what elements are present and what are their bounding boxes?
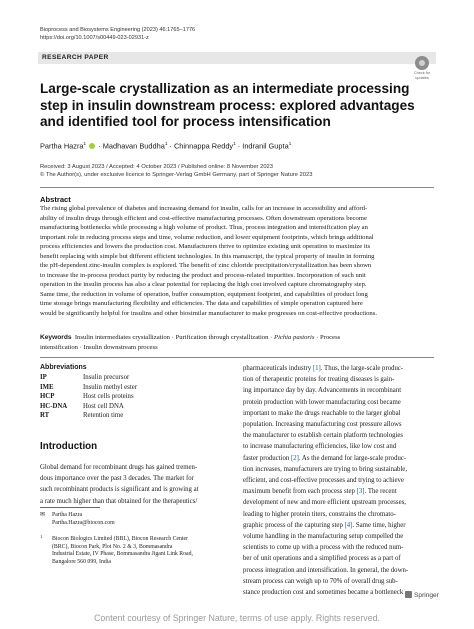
intro-line: stance production cost and sometimes became a bottleneck [243,589,404,597]
abbreviation-row [40,383,137,392]
abstract-line: benefit replacing with simple but different efficient technologies. In this manuscript, the typical property of insulin in forming [40,252,375,260]
citation-link[interactable]: [1] [312,365,321,372]
abbreviation-row [40,373,129,382]
check-updates-icon [415,56,429,70]
intro-line: tion increases, manufacturers are trying to bring sustainable, [243,465,408,473]
abstract-line: ability of insulin drugs through efficient and cost-effective manufacturing processes. Often downstream operations become [40,214,367,222]
abbr: HC-DNA [40,402,68,410]
intro-line: important to make the drugs reachable to the larger global [243,409,401,417]
intro-text: graphic process of the capturing step [243,521,345,529]
abstract-line: The rising global prevalence of diabetes and increasing demand for insulin, calls for an increase in accessibility and afford- [40,205,368,212]
abstract-line: the pH-dependent zinc-insulin complex is explored. The benefit of zinc chloride precipitation/crystallization has been shown [40,262,372,270]
intro-line [243,363,434,374]
citation-link[interactable]: [3] [356,488,365,496]
corresponding-author [52,512,115,527]
intro-line: ing importance day by day. Advancements in recombinant [243,387,402,395]
corresponding-name: Partha Hazra [52,512,83,518]
abstract-line: time storage brings manufacturing flexibility and efficiencies. The data and capabilities of simple operation captured here [40,300,363,308]
abbr: RT [40,412,50,419]
intro-line: dous importance over the past 3 decades. The market for [40,475,194,483]
abstract-line: important role in reducing process steps and time, volume reduction, and lower equipment footprints, which brings additional [40,233,374,241]
check-updates-label-1: Check for [413,71,431,75]
intro-line: such recombinant products is significant and is growing at [40,486,199,494]
keywords-line-1 [40,333,434,343]
affil-sup: 1 [40,534,43,539]
intro-column-1 [40,462,233,507]
check-updates-label-2: updates [415,76,429,81]
keywords-italic: Pichia pastoris [274,334,315,341]
intro-text: faster production [243,454,291,462]
citation-link[interactable]: [4] [344,521,353,529]
keywords [40,333,434,352]
journal-header [40,27,195,42]
article-type: RESEARCH PAPER [42,54,109,61]
abbr-full: Retention time [83,412,124,419]
author-affil-sup: 1 [233,141,236,146]
author-name[interactable]: Indranil Gupta [242,141,289,151]
intro-line: efficient, and cost-effective processes and trying to achieve [243,477,404,485]
intro-line: population. Increasing manufacturing cost pressure allows [243,421,402,429]
abbreviations-heading: Abbreviations [40,364,87,371]
check-for-updates-badge[interactable] [410,56,434,81]
intro-line: scientists to come up with a process with the reduced num- [243,544,404,552]
corresponding-email[interactable]: Partha.Hazra@biocon.com [52,519,115,526]
keywords-label: Keywords [40,334,72,341]
abbreviation-row [40,411,123,420]
dates-line: Received: 3 August 2023 / Accepted: 4 October 2023 / Published online: 8 November 2023 [40,164,273,170]
intro-line: development of new and more efficient upstream processes, [243,499,406,507]
intro-line: Global demand for recombinant drugs has gained tremen- [40,464,198,471]
author-name[interactable]: Chinnappa Reddy [173,141,234,151]
abbr-full: Host cell DNA [83,402,124,410]
footnote-rule [40,507,100,508]
journal-citation: Bioprocess and Biosystems Engineering (2023) 46:1765–1776 [40,27,196,33]
abstract-line: would be significantly helpful for insulins and other biosimilar manufacturer to make progresses on cost-effective productions. [40,310,377,318]
author-name[interactable]: Partha Hazra [40,141,84,151]
abbr: IME [40,383,54,391]
affiliation [52,536,193,566]
abstract-line: to increase the in-process product purity by reducing the product and process-related impurities. Incorporation of such unit [40,271,366,279]
intro-line: to increase manufacturing efficiencies, like low cost and [243,443,397,451]
keywords-text: · Process [314,334,341,341]
intro-column-2 [243,363,434,598]
copyright-line: © The Author(s), under exclusive licence to Springer-Verlag GmbH Germany, part of Springer Nature 2023 [40,172,313,178]
divider [40,187,434,188]
intro-text: maximum benefit from each process step [243,488,357,496]
paper-title: Large-scale crystallization as an intermediate processing step in insulin downstream process: explored advantages and identified tool for process intensification [40,81,415,129]
keywords-line-2: intensification · Insulin downstream process [40,343,158,351]
intro-line [243,486,434,497]
abstract-line: operation in the insulin process has also a clear potential for replacing the high cost involved capture chromatography step. [40,281,367,289]
introduction-heading: Introduction [40,441,98,452]
abbreviation-row [40,392,134,401]
intro-line: tion of therapeutic proteins for treating diseases is gain- [243,376,395,384]
author-affil-sup: 1 [83,141,87,146]
orcid-icon[interactable] [89,143,95,149]
abbr-full: Host cells proteins [83,393,134,400]
intro-line: ber of unit operations and a simplified process as a part of [243,555,401,563]
intro-line: leading to higher protein titers, constrains the chromato- [243,510,396,518]
abstract-line: process efficiencies and lowers the production cost. Manufacturers thrive to optimize existing unit operation to maximize its [40,243,371,251]
intro-text: . As the demand for large-scale produc- [298,454,407,462]
author-affil-sup: 1 [164,141,168,146]
intro-line: stream process can weigh up to 70% of overall drug sub- [243,577,398,585]
envelope-icon: ✉ [40,512,45,518]
intro-text: . Same time, higher [352,521,406,529]
author-affil-sup: 1 [288,141,292,146]
intro-line: volume handling in the manufacturing setup compelled the [243,533,404,541]
affiliation-line: Biocon Biologics Limited (BBL), Biocon Research Center [52,536,189,542]
intro-line: process integration and intensification. In general, the down- [243,566,409,574]
publisher-logo [405,591,439,599]
abstract-body [40,204,434,319]
doi-link[interactable]: https://doi.org/10.1007/s00449-023-02931-z [40,34,149,41]
intro-text: . Thus, the large-scale produc- [320,365,404,372]
abstract-line: manufacturing bottlenecks while processing a high volume of product. Thus, process integration and intensification play an [40,224,368,232]
abbreviation-row [40,402,124,411]
springer-horse-icon [405,591,412,598]
abbr: IP [40,374,47,381]
author-list: Partha Hazra$^1$ · Madhavan Buddha$^1$ · Chinnappa Reddy$^1$ · Indranil Gupta$^1$ [40,141,292,151]
abstract-line: Same time, the reduction in volume of operation, buffer consumption, equipment footprint, and capabilities of product long [40,290,368,298]
citation-link[interactable]: [2] [290,454,299,462]
divider [40,357,434,358]
intro-text: pharmaceuticals industry [243,365,313,372]
courtesy-watermark: Content courtesy of Springer Nature, terms of use apply. Rights reserved. [94,613,380,623]
article-type-band [38,52,436,64]
affiliation-line: Industrial Estate, IV Phase, Bommasandra Jigani Link Road, [52,551,193,558]
publisher-name: Springer [414,592,439,599]
keywords-text: Insulin intermediates crystallization · Purification through crystallization · [74,334,275,341]
intro-line: protein production with lower manufacturing cost became [243,398,401,406]
intro-line: a rate much higher than that obtained for the therapeutics/ [40,497,198,505]
affiliation-line: Bangalore 560 099, India [52,558,111,565]
abbr: HCP [40,393,55,400]
publication-dates [40,163,312,179]
intro-text: . The recent [364,488,397,496]
abbr-full: Insulin methyl ester [83,383,137,391]
intro-line [243,520,434,531]
intro-line [243,453,434,464]
intro-line: the manufacturer to establish certain platform technologies [243,432,404,440]
author-name[interactable]: Madhavan Buddha [102,141,165,151]
abstract-heading: Abstract [40,195,71,204]
affiliation-line: (BRC), Biocon Park, Plot No. 2 & 3, Bommasandra [52,543,173,550]
abbr-full: Insulin precursor [83,374,130,381]
